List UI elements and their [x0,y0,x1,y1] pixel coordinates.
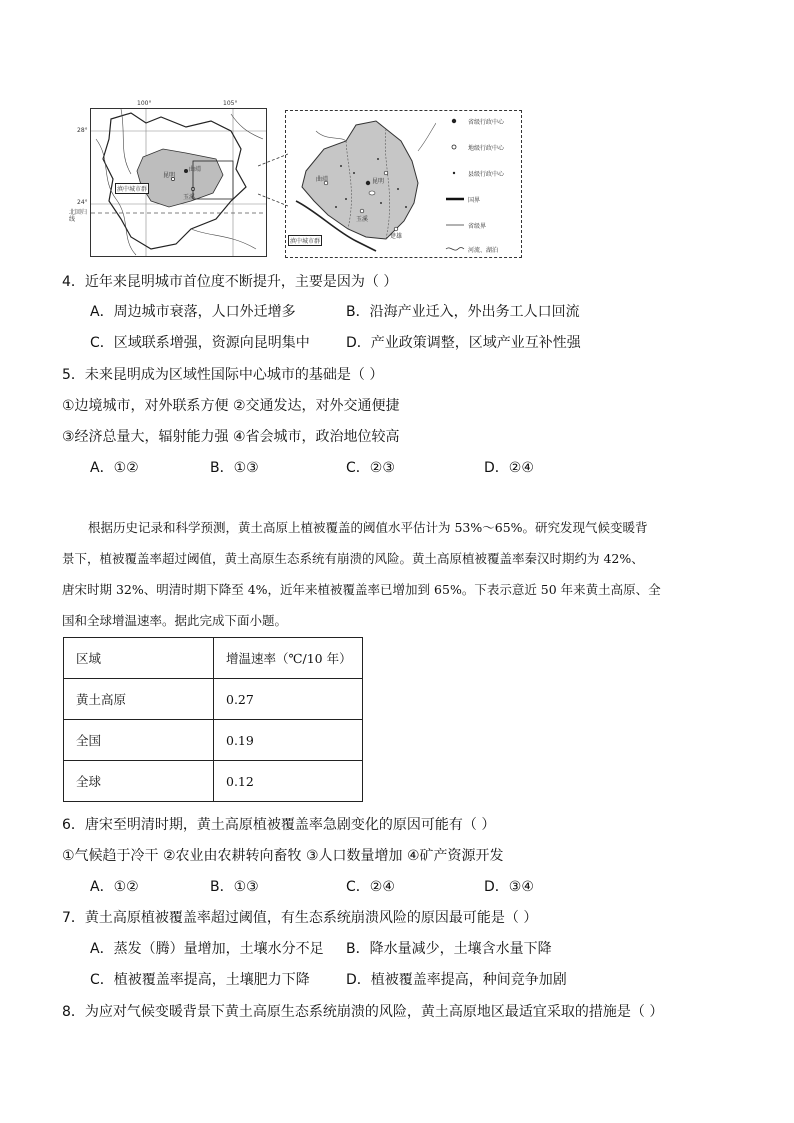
passage-line-3: 唐宋时期 32%、明清时期下降至 4%，近年来植被覆盖率已增加到 65%。下表示意近 50 年来黄土高原、全 [62,582,661,597]
q5-option-c[interactable]: C．②③ [346,460,395,476]
legend-county-center: 县级行政中心 [468,171,505,178]
table-row [64,679,363,720]
q7-option-c[interactable]: C．植被覆盖率提高，土壤肥力下降 [90,972,310,988]
passage-line-2: 景下，植被覆盖率超过阈值，黄土高原生态系统有崩溃的风险。黄土高原植被覆盖率秦汉时期约为 42%、 [62,551,644,566]
passage-line-1: 根据历史记录和科学预测，黄土高原上植被覆盖的阈值水平估计为 53%～65%。研究发现气候变暖背 [88,520,648,535]
q7-stem: 7．黄土高原植被覆盖率超过阈值，有生态系统崩溃风险的原因最可能是（ ） [62,910,538,926]
q6-option-c[interactable]: C．②④ [346,879,395,895]
q6-statements: ①气候趋于冷干 ②农业由农耕转向畜牧 ③人口数量增加 ④矿产资源开发 [62,848,504,864]
legend-provincial-center: 省级行政中心 [468,119,505,126]
q4-option-a[interactable]: A．周边城市衰落，人口外迁增多 [90,304,296,320]
legend-river-lake: 河流、湖泊 [468,247,499,254]
tropic-label: 北回归线 [69,209,88,223]
q6-option-b[interactable]: B．①③ [210,879,259,895]
q7-option-d[interactable]: D．植被覆盖率提高，种间竞争加剧 [346,972,567,988]
right-city-yuxi: 玉溪 [356,216,369,223]
q6-stem: 6．唐宋至明清时期，黄土高原植被覆盖率急剧变化的原因可能有（ ） [62,817,496,833]
left-region-label: 滇中城市群 [115,183,149,194]
q5-stem: 5．未来昆明成为区域性国际中心城市的基础是（ ） [62,367,384,383]
right-city-qujing: 曲靖 [316,176,329,183]
q4-option-b[interactable]: B．沿海产业迁入，外出务工人口回流 [346,304,580,320]
q4-option-c[interactable]: C．区域联系增强，资源向昆明集中 [90,335,310,351]
q5-option-b[interactable]: B．①③ [210,460,259,476]
q6-option-a[interactable]: A．①② [90,879,139,895]
table-cell-region: 全国 [64,720,214,761]
lon-label-100: 100° [137,100,152,107]
passage [62,512,742,636]
q5-option-a[interactable]: A．①② [90,460,139,476]
table-row [64,761,363,802]
passage-line-4: 国和全球增温速率。据此完成下面小题。 [62,613,288,628]
table-header-row [64,638,363,679]
right-city-chuxiong: 楚雄 [390,233,403,240]
legend-national-border: 国界 [468,197,481,204]
right-region-label: 滇中城市群 [288,235,322,246]
right-map [285,110,522,258]
map-legend [444,111,520,257]
left-city-qujing: 曲靖 [189,166,202,173]
table-cell-rate: 0.19 [214,720,363,761]
warming-rate-table [63,637,363,802]
lat-label-24: 24° [77,199,88,206]
legend-provincial-border: 省级界 [468,223,487,230]
lat-label-28: 28° [77,127,88,134]
right-city-kunming: 昆明 [372,178,385,185]
legend-prefecture-center: 地级行政中心 [468,145,505,152]
table-header-region: 区域 [64,638,214,679]
table-row [64,720,363,761]
left-map [69,100,267,257]
left-city-kunming: 昆明 [163,172,176,179]
q8-stem: 8．为应对气候变暖背景下黄土高原生态系统崩溃的风险，黄土高原地区最适宜采取的措施是（ ） [62,1004,664,1020]
q4-option-d[interactable]: D．产业政策调整，区域产业互补性强 [346,335,581,351]
q4-stem: 4．近年来昆明城市首位度不断提升，主要是因为（ ） [62,274,398,290]
table-cell-rate: 0.12 [214,761,363,802]
lon-label-105: 105° [223,100,238,107]
q5-statements-1: ①边境城市，对外联系方便 ②交通发达，对外交通便捷 [62,398,400,414]
left-city-yuxi: 玉溪 [183,194,196,201]
table-cell-region: 黄土高原 [64,679,214,720]
table-cell-rate: 0.27 [214,679,363,720]
legend-symbols [444,111,468,257]
q5-statements-2: ③经济总量大，辐射能力强 ④省会城市，政治地位较高 [62,429,400,445]
q7-option-a[interactable]: A．蒸发（腾）量增加，土壤水分不足 [90,941,324,957]
table-cell-region: 全球 [64,761,214,802]
q5-option-d[interactable]: D．②④ [484,460,534,476]
map-connector [258,150,288,210]
q6-option-d[interactable]: D．③④ [484,879,534,895]
q7-option-b[interactable]: B．降水量减少，土壤含水量下降 [346,941,552,957]
table-header-rate: 增温速率（℃/10 年） [214,638,363,679]
